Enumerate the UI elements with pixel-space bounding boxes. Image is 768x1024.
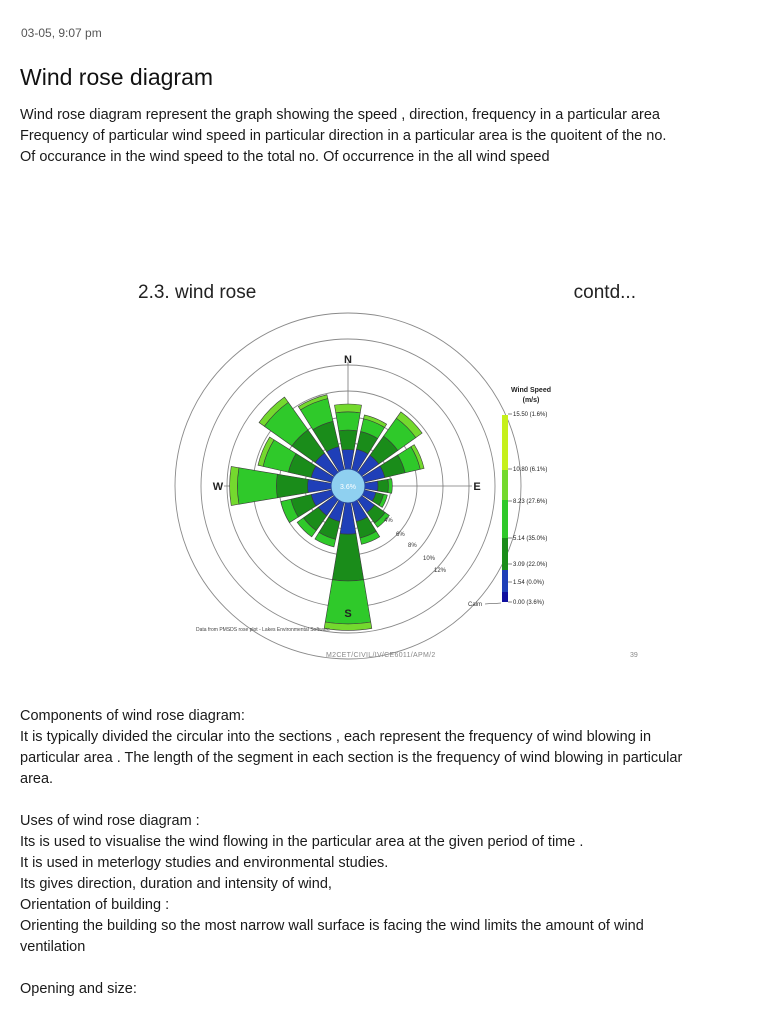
legend-entry: 5.14 (35.0%) xyxy=(513,536,548,542)
body-line: It is used in meterlogy studies and environmental studies. xyxy=(20,855,389,871)
slide-contd-label: contd... xyxy=(573,282,636,303)
body-line: Opening and size: xyxy=(20,981,137,997)
intro-line: Frequency of particular wind speed in particular direction in a particular area is the quoitent of the no. xyxy=(20,128,667,144)
petal-n-band xyxy=(334,404,361,413)
body-line xyxy=(20,790,750,811)
body-line: Orientation of building : xyxy=(20,897,170,913)
legend-entry: 0.00 (3.6%) xyxy=(513,600,545,606)
petal-s-band xyxy=(332,534,363,581)
direction-east: E xyxy=(473,481,481,493)
legend-color-bar xyxy=(502,570,508,592)
legend-color-bar xyxy=(502,538,508,570)
body-line: area. xyxy=(20,771,54,787)
legend-color-bar xyxy=(502,592,508,602)
direction-south: S xyxy=(344,608,352,620)
wind-rose-chart xyxy=(130,270,660,670)
ring-label: 10% xyxy=(423,556,436,562)
note-body-text[interactable] xyxy=(20,706,750,1000)
petal-n-band xyxy=(336,412,360,431)
petal-w-band xyxy=(237,468,277,505)
legend-entry: 8.23 (27.6%) xyxy=(513,499,548,505)
ring-label: 12% xyxy=(434,568,447,574)
ring-label: 6% xyxy=(396,532,405,538)
petal-n-band xyxy=(339,430,357,450)
legend-entry: 1.54 (0.0%) xyxy=(513,580,545,586)
legend-entry: 15.50 (1.6%) xyxy=(513,412,548,418)
legend-title: Wind Speed xyxy=(511,387,551,394)
note-intro-text[interactable] xyxy=(20,105,750,168)
body-line xyxy=(20,958,750,979)
intro-line: Of occurance in the wind speed to the total no. Of occurrence in the all wind speed xyxy=(20,149,550,165)
intro-line: Wind rose diagram represent the graph showing the speed , direction, frequency in a particular area xyxy=(20,107,660,123)
body-line: ventilation xyxy=(20,939,86,955)
body-line: particular area . The length of the segment in each section is the frequency of wind blowing in particular xyxy=(20,750,683,766)
legend-entry: 3.09 (22.0%) xyxy=(513,562,548,568)
ring-label: 8% xyxy=(408,543,417,549)
center-label: 3.6% xyxy=(340,484,356,491)
petal-n-band xyxy=(342,450,354,470)
legend-color-bar xyxy=(502,470,508,500)
body-line: Components of wind rose diagram: xyxy=(20,708,245,724)
wind-rose-slide-image[interactable] xyxy=(130,270,660,670)
petal-e-band xyxy=(365,481,378,491)
ring-label: 4% xyxy=(384,518,393,524)
direction-west: W xyxy=(212,481,224,493)
legend-color-bar xyxy=(502,415,508,470)
slide-title: 2.3. wind rose xyxy=(138,282,257,303)
slide-source-note: Data from PMSDS rose plot - Lakes Environmental Software xyxy=(196,627,330,633)
legend-entry: 10.80 (6.1%) xyxy=(513,467,548,473)
slide-page-number: 39 xyxy=(630,652,638,659)
body-line: Its is used to visualise the wind flowing in the particular area at the given period of time . xyxy=(20,834,584,850)
note-title[interactable]: Wind rose diagram xyxy=(20,64,214,90)
body-line: It is typically divided the circular into the sections , each represent the frequency of wind blowing in xyxy=(20,729,652,745)
note-timestamp: 03-05, 9:07 pm xyxy=(21,26,102,40)
direction-north: N xyxy=(344,354,352,366)
slide-footer: M2CET/CIVIL/IV/CE6011/APM/2 xyxy=(326,652,436,659)
petal-w-band xyxy=(276,474,308,498)
body-line: Orienting the building so the most narrow wall surface is facing the wind limits the amount of wind xyxy=(20,918,644,934)
petal-e-band xyxy=(388,479,392,494)
legend-calm-label: Calm xyxy=(468,602,483,608)
petal-e-band xyxy=(378,479,389,492)
body-line: Uses of wind rose diagram : xyxy=(20,813,200,829)
body-line: Its gives direction, duration and intensity of wind, xyxy=(20,876,332,892)
legend-color-bar xyxy=(502,500,508,538)
petal-w-band xyxy=(230,466,239,505)
legend-calm-pointer xyxy=(485,603,501,604)
legend-unit: (m/s) xyxy=(522,397,540,404)
